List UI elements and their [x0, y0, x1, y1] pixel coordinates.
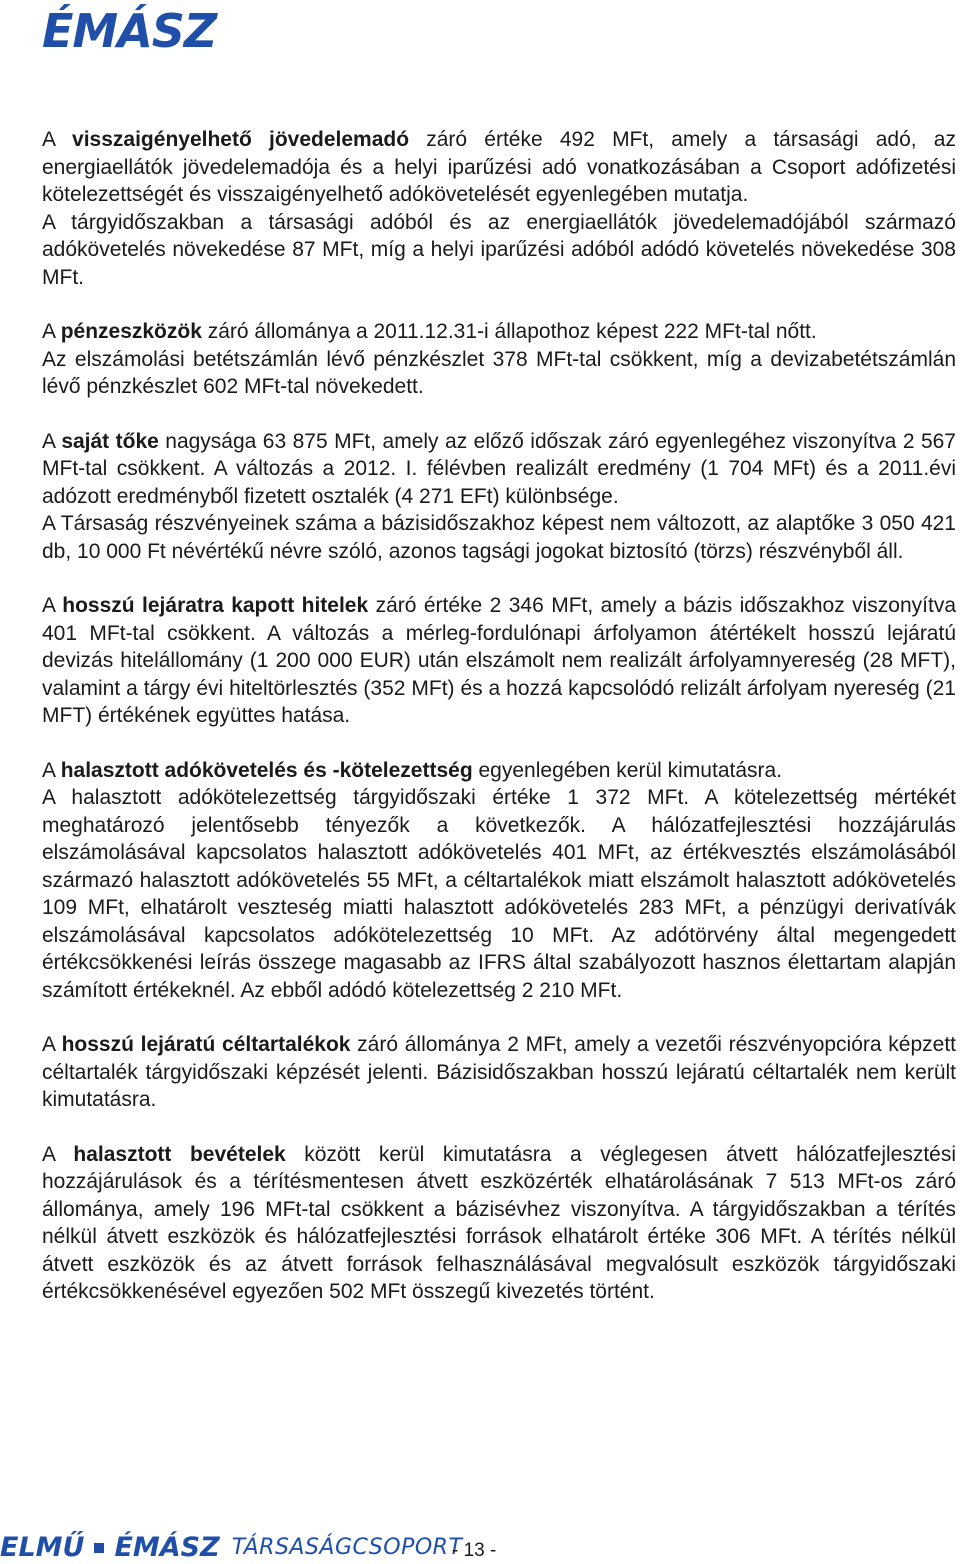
- text: A: [42, 1142, 74, 1166]
- paragraph-shares: A Társaság részvényeinek száma a bázisidőszakhoz képest nem változott, az alaptőke 3 050 421 db, 10 000 Ft névértékű névre szóló, azonos tagsági jogokat biztosító (törzs) részvényből áll.: [42, 512, 956, 563]
- paragraph-recoverable-income-tax: [42, 126, 956, 209]
- document-body: [42, 126, 956, 1306]
- separator-square-icon: [94, 1543, 104, 1553]
- elmu-logo: ELMŰ: [0, 1532, 85, 1563]
- bold-term: hosszú lejáratú céltartalékok: [61, 1033, 351, 1056]
- paragraph-deferred-tax-details: A halasztott adókötelezettség tárgyidőszaki értéke 1 372 MFt. A kötelezettség mértékét meghatározó jelentősebb tényezők a következők. A hálózatfejlesztési hozzájárulás elszámolásával kapcsolatos halasztott adókövetelés 401 MFt, az értékvesztés elszámolásából származó halasztott adókövetelés 55 MFt, a céltartalékok miatt elszámolt halasztott adókövetelés 109 MFt, elhatárolt veszteség miatti halasztott adókövetelés 283 MFt, a pénzügyi derivatívák elszámolásával kapcsolatos adókötelezettség 10 MFt. Az adótörvény által megengedett értékcsökkenési leírás összege magasabb az IFRS által szabályozott hasznos élettartam alapján számított értékeknél. Az ebből adódó kötelezettség 2 210 MFt.: [42, 786, 956, 1002]
- text: A: [42, 429, 62, 453]
- text: A: [42, 1033, 62, 1056]
- group-label: TÁRSASÁGCSOPORT: [231, 1535, 463, 1560]
- emasz-footer-logo: ÉMÁSZ: [114, 1532, 220, 1563]
- bold-term: halasztott bevételek: [73, 1142, 286, 1166]
- paragraph-deferred-tax-heading: [42, 757, 956, 785]
- text: záró állománya a 2011.12.31-i állapothoz képest 222 MFt-tal nőtt.: [201, 320, 817, 343]
- text: A: [42, 758, 61, 782]
- text: között kerül kimutatásra a véglegesen átvett hálózatfejlesztési hozzájárulások és a térítésmentesen átvett eszközérték elhatárolásának 7 513 MFt-os záró állománya, amely 196 MFt-tal csökkent a bázisévhez viszonyítva. A tárgyidőszakban a térítés nélkül átvett eszközök és hálózatfejlesztési források elhatárolt értéke 306 MFt. A térítés nélkül átvett eszközök és az átvett források felhasználásával megvalósult eszközök tárgyidőszaki értékcsökkenésével egyezően 502 MFt összegű kivezetés történt.: [42, 1142, 957, 1303]
- text: záró értéke 2 346 MFt, amely a bázis időszakhoz viszonyítva 401 MFt-tal csökkent. A változás a mérleg-fordulónapi árfolyamon átértékelt hosszú lejáratú devizás hitelállomány (1 200 000 EUR) után elszámolt nem realizált árfolyamnyereség (28 MFT), valamint a tárgy évi hiteltörlesztés (352 MFt) és a hozzá kapcsolódó relizált árfolyam nyereség (21 MFT) értékének együttes hatása.: [42, 594, 956, 727]
- paragraph-equity: [42, 428, 956, 511]
- paragraph-deferred-income: [42, 1141, 956, 1306]
- bold-term: pénzeszközök: [60, 320, 202, 343]
- bold-term: hosszú lejáratra kapott hitelek: [62, 594, 369, 617]
- paragraph-tax-receivables: A tárgyidőszakban a társasági adóból és az energiaellátók jövedelemadójából származó adókövetelés növekedése 87 MFt, míg a helyi iparűzési adóból adódó követelés növekedése 308 MFt.: [42, 210, 956, 289]
- text: A: [42, 320, 61, 343]
- emasz-logo: ÉMÁSZ: [42, 4, 217, 58]
- text: záró értéke 492 MFt, amely a társasági adó, az energiaellátók jövedelemadója és a helyi iparűzési adó vonatkozásában a Csoport adófizetési kötelezettségét és visszaigényelhető adókövetelését egyenlegében mutatja.: [42, 128, 956, 206]
- paragraph-long-term-loans: [42, 592, 956, 730]
- text: A: [42, 594, 63, 617]
- text: egyenlegében kerül kimutatásra.: [472, 758, 783, 782]
- bold-term: visszaigényelhető jövedelemadó: [72, 128, 410, 151]
- bold-term: saját tőke: [61, 429, 159, 453]
- paragraph-long-term-provisions: [42, 1031, 956, 1114]
- footer-group-logo: [0, 1532, 462, 1562]
- text: A: [42, 128, 73, 151]
- page-number: - 13 -: [452, 1540, 497, 1561]
- bold-term: halasztott adókövetelés és -kötelezettség: [60, 758, 473, 782]
- paragraph-cash: [42, 318, 956, 346]
- text: nagysága 63 875 MFt, amely az előző időszak záró egyenlegéhez viszonyítva 2 567 MFt-tal csökkent. A változás a 2012. I. félévben realizált eredmény (1 704 MFt) és a 2011.évi adózott eredményből fizetett osztalék (4 271 EFt) különbsége.: [42, 429, 956, 508]
- text: záró állománya 2 MFt, amely a vezetői részvényopcióra képzett céltartalék tárgyidőszaki képzését jelenti. Bázisidőszakban hosszú lejáratú céltartalék nem került kimutatásra.: [42, 1033, 956, 1111]
- paragraph-accounts: Az elszámolási betétszámlán lévő pénzkészlet 378 MFt-tal csökkent, míg a devizabetétszámlán lévő pénzkészlet 602 MFt-tal növekedett.: [42, 347, 956, 398]
